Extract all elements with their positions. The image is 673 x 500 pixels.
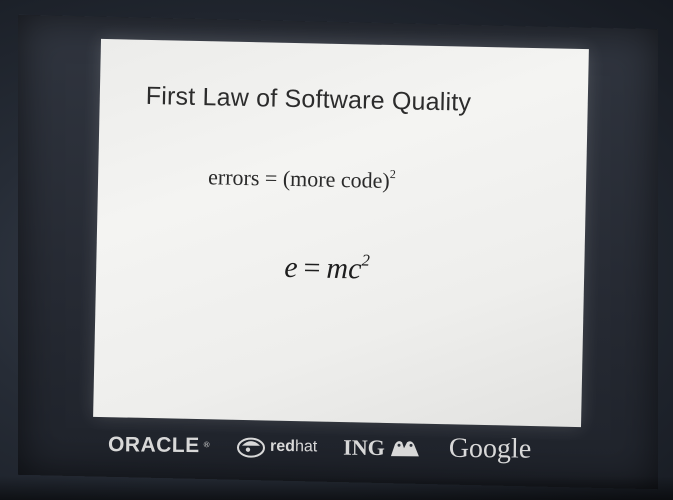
google-logo-text: Google xyxy=(448,432,532,465)
oracle-registered-mark: ® xyxy=(203,440,211,450)
formula-1-lhs: errors xyxy=(207,164,260,191)
formula-1-rhs: (more code) xyxy=(282,165,390,194)
redhat-logo xyxy=(236,435,317,460)
google-logo xyxy=(449,433,532,466)
emc2-formula xyxy=(284,251,370,287)
errors-formula xyxy=(208,164,396,194)
formula-1-eq: = xyxy=(264,165,278,191)
sponsor-logo-bar xyxy=(108,425,648,471)
ing-lion-icon xyxy=(389,436,423,460)
oracle-logo xyxy=(108,433,210,458)
formula-2-eq: = xyxy=(303,251,321,285)
oracle-logo-text: ORACLE xyxy=(107,433,200,458)
formula-2-exponent: 2 xyxy=(361,249,371,270)
slide-title: First Law of Software Quality xyxy=(145,81,472,117)
formula-1-exponent: 2 xyxy=(389,166,397,181)
bottom-shadow xyxy=(0,476,673,500)
formula-2-rhs: mc xyxy=(326,251,362,286)
ing-logo-text: ING xyxy=(343,434,385,461)
ing-logo xyxy=(343,435,423,462)
redhat-text-bold: red xyxy=(270,437,296,456)
redhat-text-light: hat xyxy=(294,438,318,456)
formula-2-lhs: e xyxy=(283,250,298,285)
presentation-slide xyxy=(93,39,589,427)
redhat-shadowman-icon xyxy=(236,435,266,459)
